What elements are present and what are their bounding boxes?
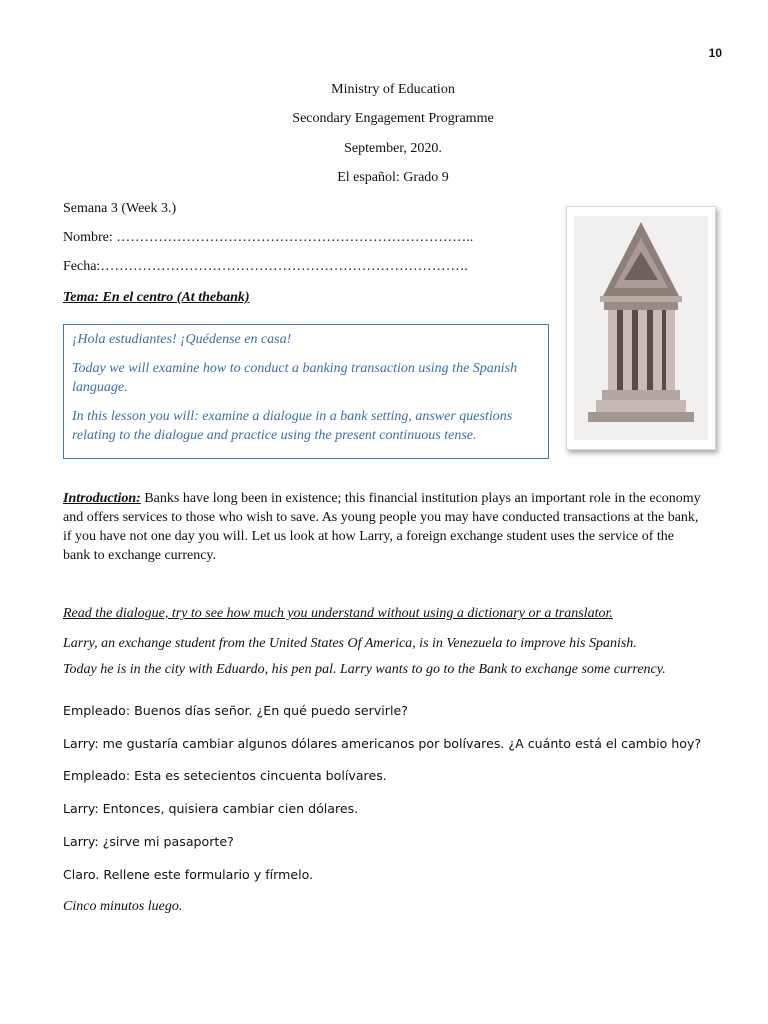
introduction-text: Banks have long been in existence; this financial institution plays an important role in the economy and offers services to those who wish to save. As young people you may have conducted transactions at the bank, if you have not one day you will. Let us look at how Larry, a foreign exchange student uses the service of the bank to exchange currency.	[63, 491, 701, 563]
reading-instruction: Read the dialogue, try to see how much you understand without using a dictionary or a translator.	[63, 606, 613, 621]
date-field: Fecha:…………………………………………………………………….	[63, 259, 468, 274]
topic-title: Tema: En el centro (At thebank)	[63, 290, 250, 305]
context-line: Today he is in the city with Eduardo, his pen pal. Larry wants to go to the Bank to exchange some currency.	[63, 662, 666, 677]
name-field: Nombre: …………………………………………………………………..	[63, 230, 474, 245]
bank-building-icon	[574, 216, 708, 440]
dialogue-line: Empleado: Esta es setecientos cincuenta bolívares.	[63, 768, 387, 783]
welcome-lesson: In this lesson you will: examine a dialogue in a bank setting, answer questions relating to the dialogue and practice using the present continuous tense.	[72, 409, 513, 443]
welcome-box	[63, 324, 549, 459]
introduction-label: Introduction:	[63, 491, 141, 506]
dialogue-line: Larry: me gustaría cambiar algunos dólares americanos por bolívares. ¿A cuánto está el cambio hoy?	[63, 736, 702, 751]
bank-image	[566, 206, 716, 450]
header-programme: Secondary Engagement Programme	[292, 111, 494, 126]
closing-note: Cinco minutos luego.	[63, 899, 183, 914]
dialogue-line: Larry: ¿sirve mi pasaporte?	[63, 834, 234, 849]
dialogue-line: Claro. Rellene este formulario y fírmelo.	[63, 867, 314, 882]
context-line: Larry, an exchange student from the United States Of America, is in Venezuela to improve his Spanish.	[63, 636, 637, 651]
week-label: Semana 3 (Week 3.)	[63, 201, 177, 216]
introduction-paragraph	[63, 489, 703, 565]
header-subject: El español: Grado 9	[337, 170, 449, 185]
header-date: September, 2020.	[344, 141, 442, 156]
welcome-objective: Today we will examine how to conduct a banking transaction using the Spanish language.	[72, 361, 518, 395]
welcome-greeting: ¡Hola estudiantes! ¡Quédense en casa!	[72, 332, 292, 347]
page-number: 10	[708, 46, 722, 60]
dialogue-line: Larry: Entonces, quisiera cambiar cien dólares.	[63, 801, 359, 816]
header-ministry: Ministry of Education	[331, 82, 455, 97]
dialogue-line: Empleado: Buenos días señor. ¿En qué puedo servirle?	[63, 703, 408, 718]
